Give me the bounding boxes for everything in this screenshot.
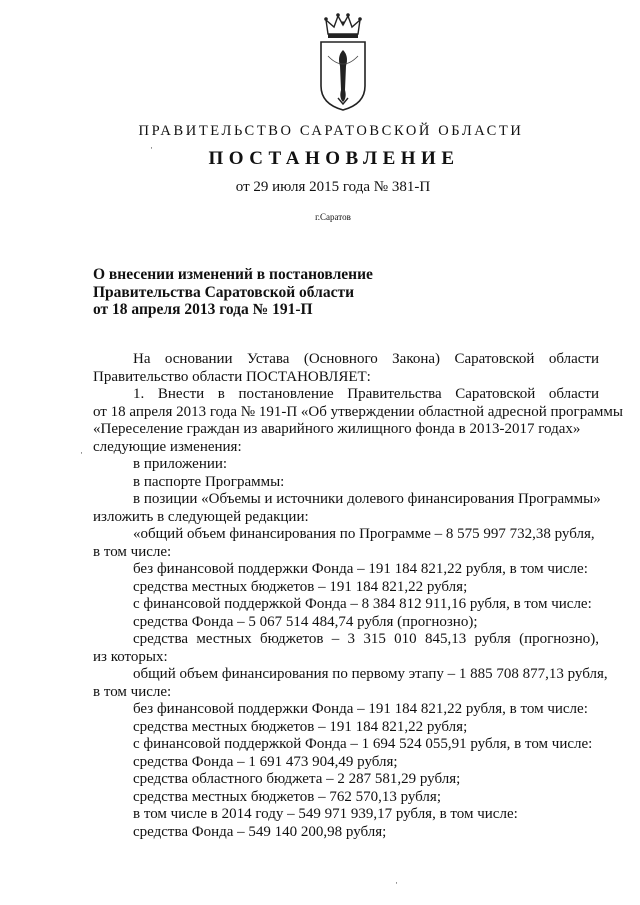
government-name: ПРАВИТЕЛЬСТВО САРАТОВСКОЙ ОБЛАСТИ [138, 123, 524, 139]
body-line: средства Фонда – 5 067 514 484,74 рубля (прогнозно); [133, 613, 478, 630]
body-line: «общий объем финансирования по Программе – 8 575 997 732,38 рубля, [133, 526, 595, 542]
body-line: в том числе: [93, 683, 172, 700]
body-line: без финансовой поддержки Фонда – 191 184 821,22 рубля, в том числе: [133, 561, 588, 577]
body-line: средства Фонда – 549 140 200,98 рубля; [133, 823, 387, 840]
saratov-coat-of-arms-icon [318, 12, 368, 112]
body-line: без финансовой поддержки Фонда – 191 184 821,22 рубля, в том числе: [133, 701, 588, 717]
title-line: Правительства Саратовской области [93, 283, 354, 301]
title-line: О внесении изменений в постановление [93, 266, 373, 283]
body-line: от 18 апреля 2013 года № 191-П «Об утверждении областной адресной программы [93, 403, 623, 420]
body-line: На основании Устава (Основного Закона) Саратовской области [133, 351, 599, 367]
body-line: в приложении: [133, 456, 228, 472]
body-line: с финансовой поддержкой Фонда – 8 384 812 911,16 рубля, в том числе: [133, 596, 592, 612]
body-line: из которых: [93, 648, 168, 665]
body-line: средства местных бюджетов – 3 315 010 845,13 рубля (прогнозно), [133, 631, 599, 647]
title-line: от 18 апреля 2013 года № 191-П [93, 301, 313, 318]
body-line: в том числе: [93, 543, 172, 560]
body-line: в паспорте Программы: [133, 473, 285, 490]
document-title [93, 266, 373, 319]
document-type: ПОСТАНОВЛЕНИЕ [208, 148, 460, 169]
body-line: «Переселение граждан из аварийного жилищного фонда в 2013-2017 годах» [93, 421, 581, 437]
document-body [93, 351, 623, 841]
body-line: средства областного бюджета – 2 287 581,29 рубля; [133, 771, 461, 787]
body-line: в том числе в 2014 году – 549 971 939,17 рубля, в том числе: [133, 806, 518, 822]
body-line: Правительство области ПОСТАНОВЛЯЕТ: [93, 368, 371, 385]
body-line: 1. Внести в постановление Правительства Саратовской области [133, 386, 599, 402]
body-line: средства местных бюджетов – 762 570,13 рубля; [133, 788, 441, 805]
body-line: средства местных бюджетов – 191 184 821,22 рубля; [133, 718, 468, 735]
scan-speck: · [150, 143, 153, 153]
body-line: с финансовой поддержкой Фонда – 1 694 524 055,91 рубля, в том числе: [133, 736, 593, 752]
body-line: в позиции «Объемы и источники долевого финансирования Программы» [133, 491, 601, 507]
body-line: общий объем финансирования по первому этапу – 1 885 708 877,13 рубля, [133, 666, 608, 682]
scan-speck: · [395, 878, 398, 888]
body-line: следующие изменения: [93, 438, 242, 455]
body-line: изложить в следующей редакции: [93, 508, 309, 525]
scan-speck: · [80, 448, 83, 458]
body-line: средства местных бюджетов – 191 184 821,22 рубля; [133, 578, 468, 595]
document-date-number: от 29 июля 2015 года № 381-П [235, 179, 431, 195]
document-city: г.Саратов [315, 212, 351, 222]
body-line: средства Фонда – 1 691 473 904,49 рубля; [133, 753, 398, 770]
